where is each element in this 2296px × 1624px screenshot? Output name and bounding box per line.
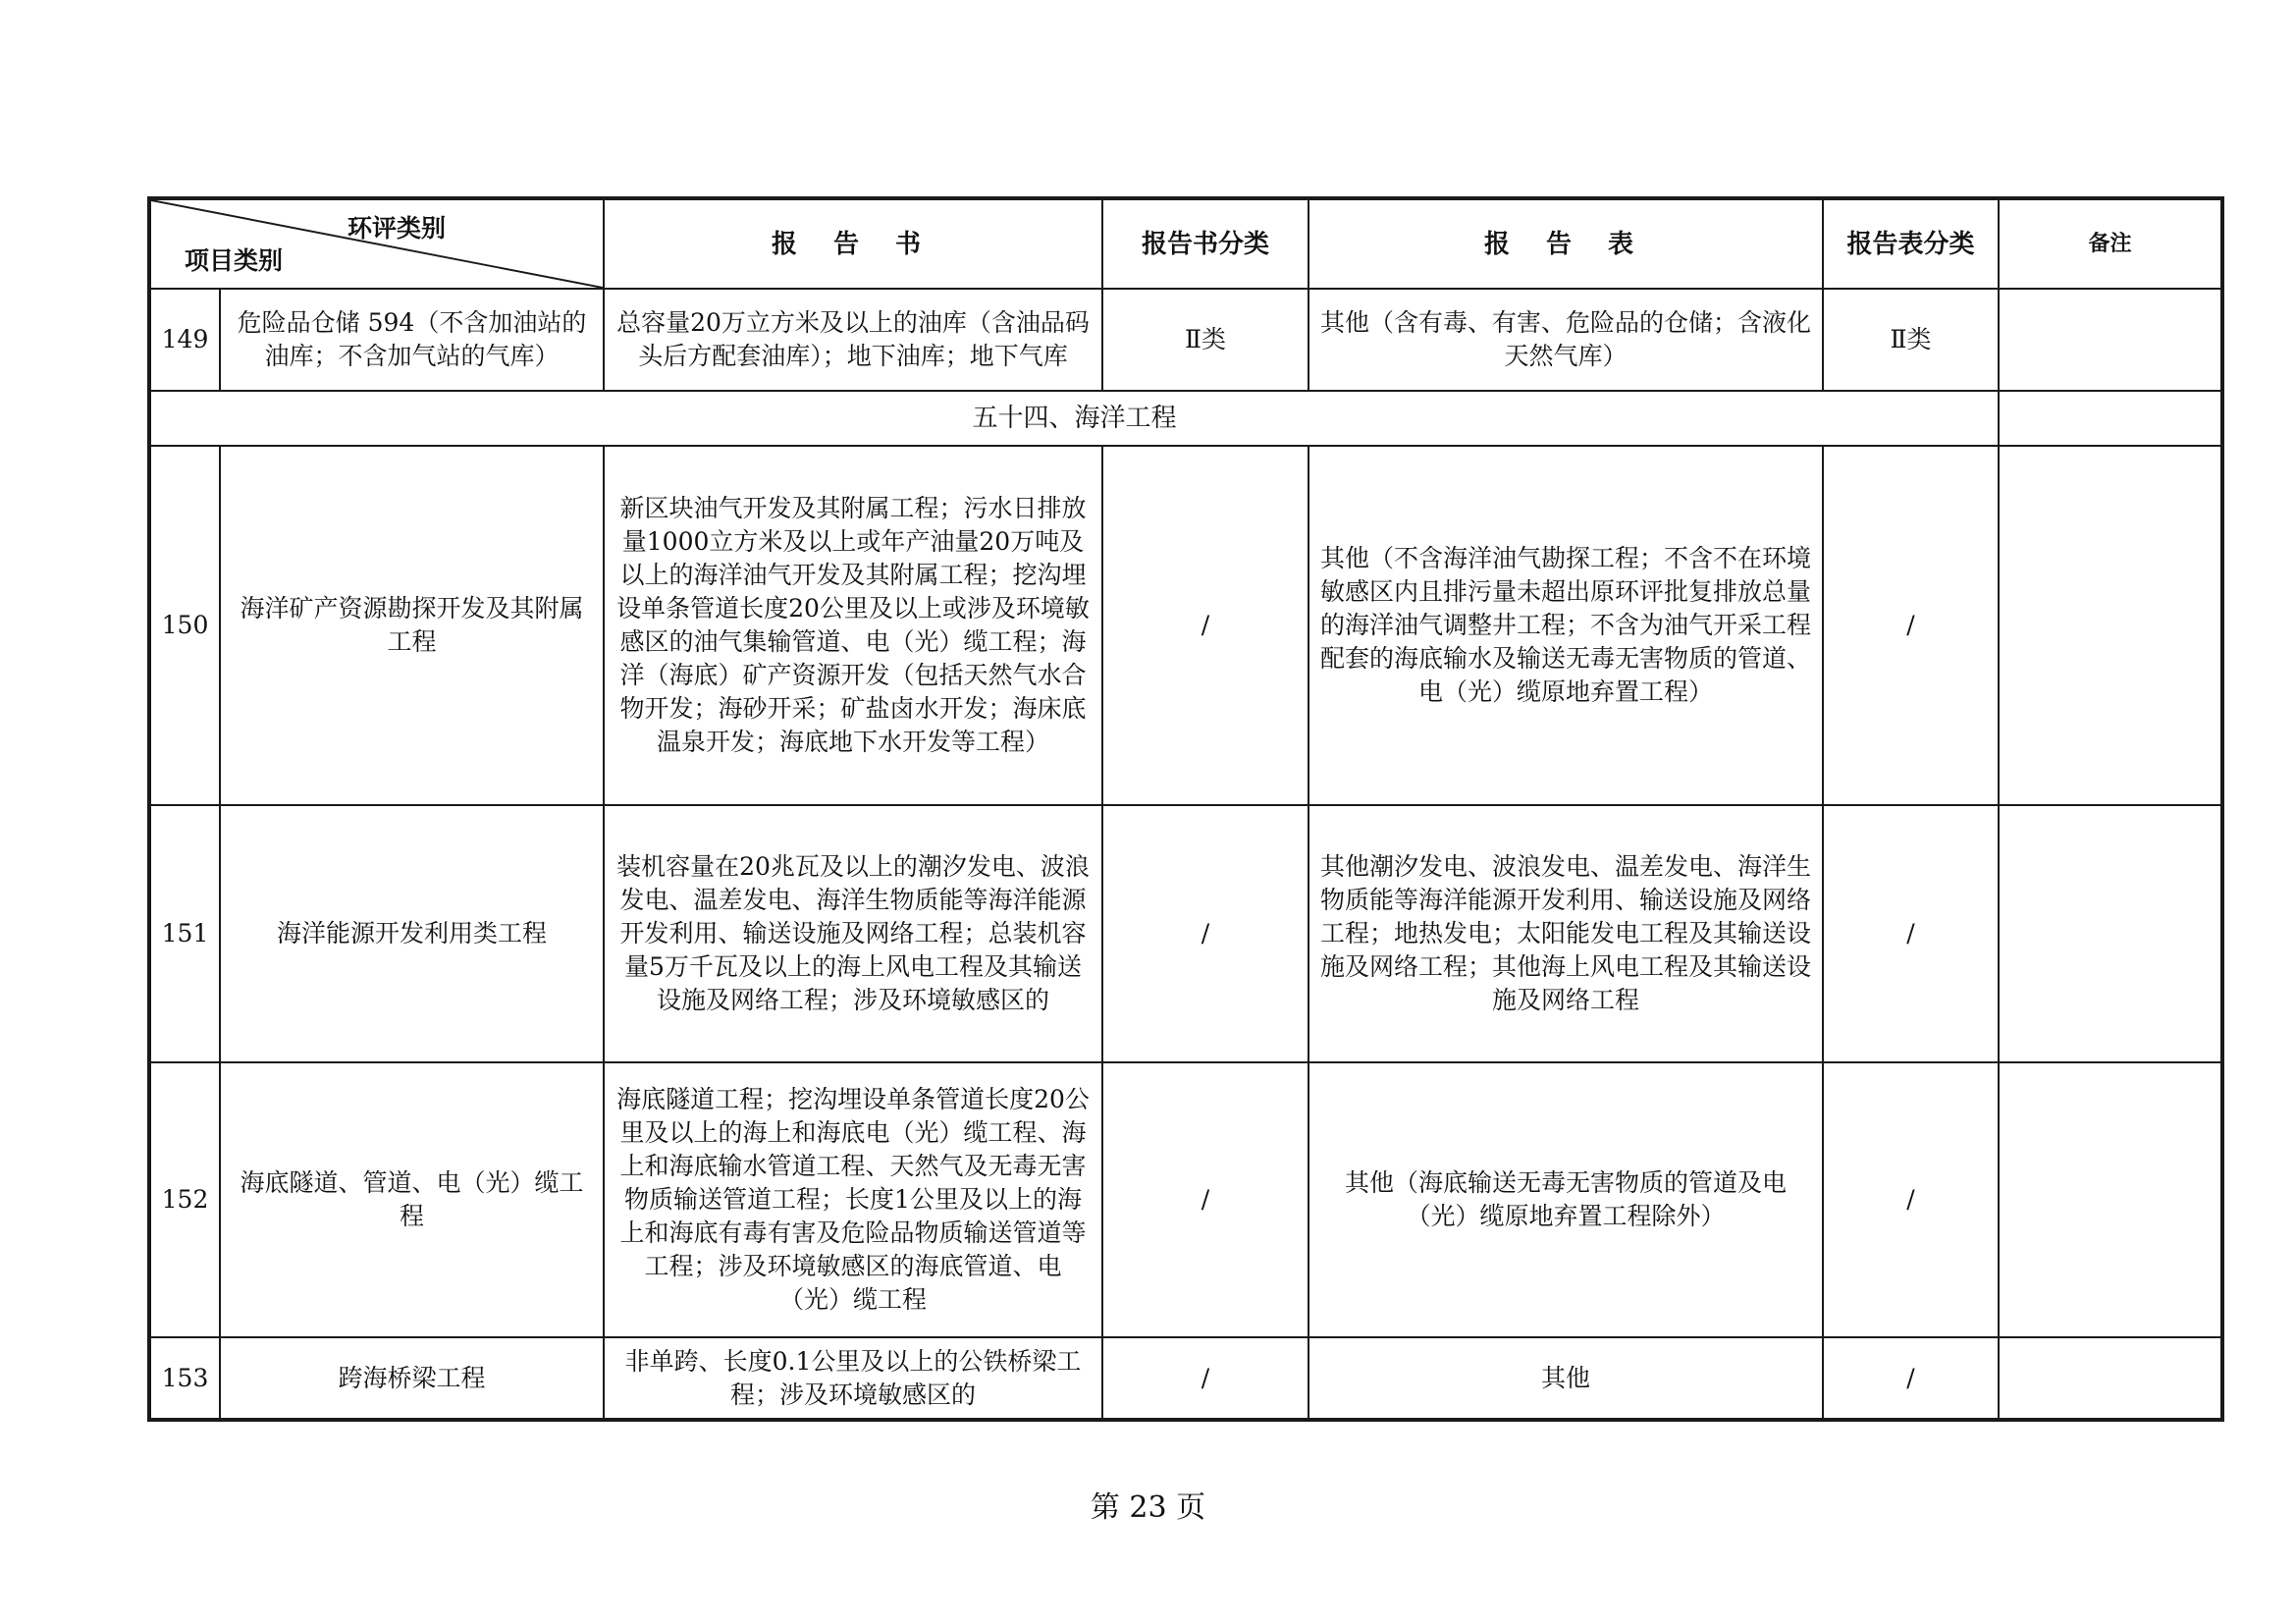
project-category: 海底隧道、管道、电（光）缆工程	[220, 1062, 604, 1337]
report-book-cell: 非单跨、长度0.1公里及以上的公铁桥梁工程；涉及环境敏感区的	[604, 1337, 1102, 1420]
header-row	[149, 198, 2222, 289]
form-class-cell: /	[1823, 1337, 1999, 1420]
page-number: 第 23 页	[1090, 1490, 1206, 1525]
table-row	[149, 446, 2222, 805]
header-report-form-class: 报告表分类	[1823, 198, 1999, 289]
project-category: 海洋能源开发利用类工程	[220, 805, 604, 1062]
row-number: 151	[149, 805, 220, 1062]
row-number: 152	[149, 1062, 220, 1337]
table-row	[149, 805, 2222, 1062]
row-number: 149	[149, 289, 220, 391]
remarks-cell	[1999, 805, 2222, 1062]
report-book-cell: 总容量20万立方米及以上的油库（含油品码头后方配套油库）；地下油库；地下气库	[604, 289, 1102, 391]
eia-classification-table	[147, 196, 2224, 1422]
project-category: 危险品仓储 594（不含加油站的油库；不含加气站的气库）	[220, 289, 604, 391]
form-class-cell: Ⅱ类	[1823, 289, 1999, 391]
diag-top-label: 环评类别	[347, 214, 446, 243]
header-report-book-class: 报告书分类	[1102, 198, 1308, 289]
report-book-cell: 海底隧道工程；挖沟埋设单条管道长度20公里及以上的海上和海底电（光）缆工程、海上和海底输水管道工程、天然气及无毒无害物质输送管道工程；长度1公里及以上的海上和海底有毒有害及危险品物质输送管道等工程；涉及环境敏感区的海底管道、电（光）缆工程	[604, 1062, 1102, 1337]
section-title: 五十四、海洋工程	[149, 391, 1999, 446]
section-row	[149, 391, 2222, 446]
project-category: 海洋矿产资源勘探开发及其附属工程	[220, 446, 604, 805]
header-report-book: 报 告 书	[604, 198, 1102, 289]
diagonal-header-cell	[149, 198, 604, 289]
report-form-cell: 其他（海底输送无毒无害物质的管道及电（光）缆原地弃置工程除外）	[1308, 1062, 1823, 1337]
report-form-cell: 其他（不含海洋油气勘探工程；不含不在环境敏感区内且排污量未超出原环评批复排放总量的海洋油气调整井工程；不含为油气开采工程配套的海底输水及输送无毒无害物质的管道、电（光）缆原地弃置工程）	[1308, 446, 1823, 805]
remarks-cell	[1999, 1062, 2222, 1337]
report-form-cell: 其他（含有毒、有害、危险品的仓储；含液化天然气库）	[1308, 289, 1823, 391]
table-row	[149, 1337, 2222, 1420]
remarks-cell	[1999, 1337, 2222, 1420]
report-form-cell: 其他潮汐发电、波浪发电、温差发电、海洋生物质能等海洋能源开发利用、输送设施及网络工程；地热发电；太阳能发电工程及其输送设施及网络工程；其他海上风电工程及其输送设施及网络工程	[1308, 805, 1823, 1062]
book-class-cell: /	[1102, 1062, 1308, 1337]
book-class-cell: Ⅱ类	[1102, 289, 1308, 391]
form-class-cell: /	[1823, 446, 1999, 805]
report-book-cell: 装机容量在20兆瓦及以上的潮汐发电、波浪发电、温差发电、海洋生物质能等海洋能源开发利用、输送设施及网络工程；总装机容量5万千瓦及以上的海上风电工程及其输送设施及网络工程；涉及环境敏感区的	[604, 805, 1102, 1062]
remarks-cell	[1999, 289, 2222, 391]
header-report-form: 报 告 表	[1308, 198, 1823, 289]
table-row	[149, 1062, 2222, 1337]
header-remarks: 备注	[1999, 198, 2222, 289]
book-class-cell: /	[1102, 446, 1308, 805]
row-number: 150	[149, 446, 220, 805]
form-class-cell: /	[1823, 805, 1999, 1062]
remarks-cell	[1999, 446, 2222, 805]
book-class-cell: /	[1102, 805, 1308, 1062]
form-class-cell: /	[1823, 1062, 1999, 1337]
table-row	[149, 289, 2222, 391]
section-remarks	[1999, 391, 2222, 446]
diag-bottom-label: 项目类别	[185, 246, 284, 275]
book-class-cell: /	[1102, 1337, 1308, 1420]
row-number: 153	[149, 1337, 220, 1420]
project-category: 跨海桥梁工程	[220, 1337, 604, 1420]
report-form-cell: 其他	[1308, 1337, 1823, 1420]
report-book-cell: 新区块油气开发及其附属工程；污水日排放量1000立方米及以上或年产油量20万吨及以上的海洋油气开发及其附属工程；挖沟埋设单条管道长度20公里及以上或涉及环境敏感区的油气集输管道、电（光）缆工程；海洋（海底）矿产资源开发（包括天然气水合物开发；海砂开采；矿盐卤水开发；海床底温泉开发；海底地下水开发等工程）	[604, 446, 1102, 805]
